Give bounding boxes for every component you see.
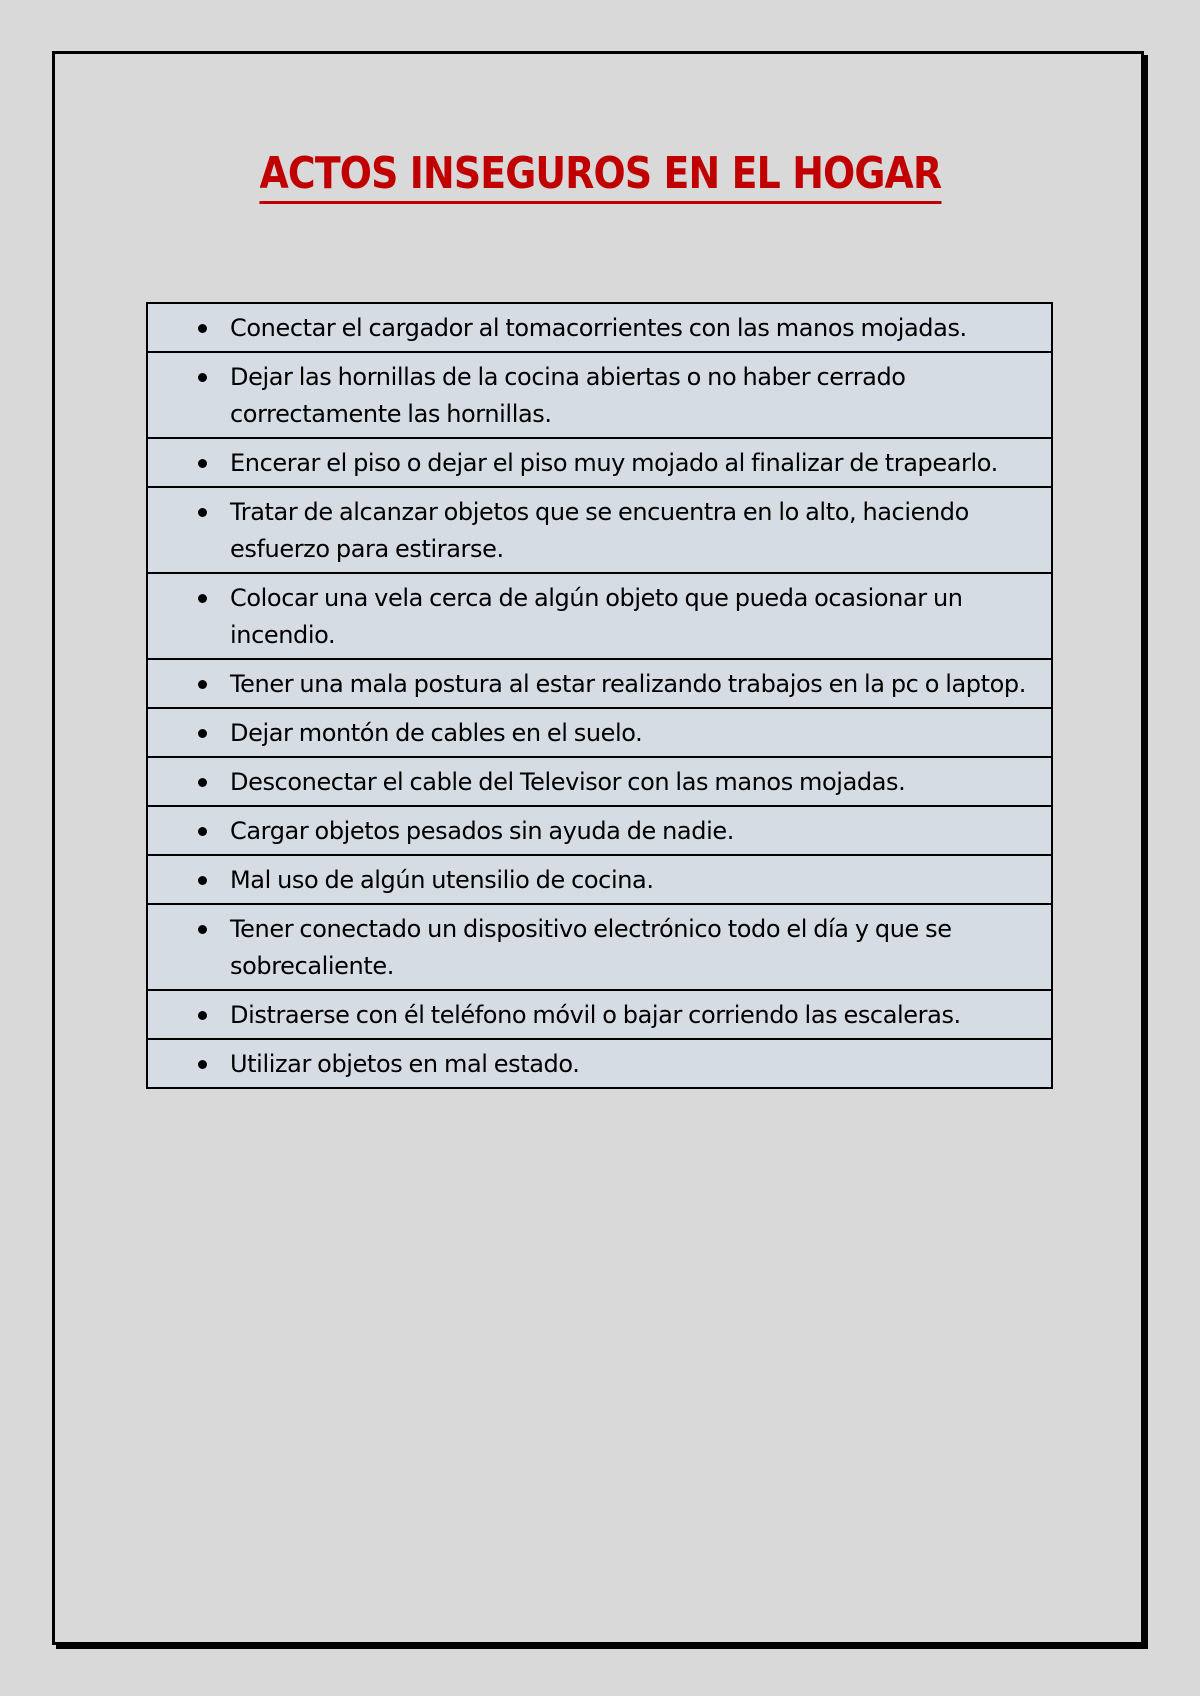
- table-row: [147, 708, 1052, 757]
- list-item: [147, 708, 1052, 757]
- table-row: [147, 438, 1052, 487]
- table-row: [147, 757, 1052, 806]
- table-row: [147, 806, 1052, 855]
- item-text: Encerar el piso o dejar el piso muy mojado al finalizar de trapearlo.: [230, 449, 998, 477]
- list-item: [147, 573, 1052, 659]
- bullet-icon: [198, 680, 207, 689]
- bullet-icon: [198, 925, 207, 934]
- list-item: [147, 303, 1052, 352]
- bullet-icon: [198, 1011, 207, 1020]
- table-row: [147, 990, 1052, 1039]
- item-text: Tener conectado un dispositivo electrónico todo el día y que se sobrecaliente.: [230, 915, 952, 980]
- list-item: [147, 438, 1052, 487]
- bullet-icon: [198, 1060, 207, 1069]
- table-row: [147, 573, 1052, 659]
- list-item: [147, 352, 1052, 438]
- title-text: ACTOS INSEGUROS EN EL HOGAR: [259, 148, 941, 204]
- table-row: [147, 855, 1052, 904]
- item-text: Cargar objetos pesados sin ayuda de nadie.: [230, 817, 734, 845]
- item-text: Colocar una vela cerca de algún objeto que pueda ocasionar un incendio.: [230, 584, 963, 649]
- table-row: [147, 487, 1052, 573]
- table-row: [147, 659, 1052, 708]
- list-item: [147, 757, 1052, 806]
- item-text: Distraerse con él teléfono móvil o bajar corriendo las escaleras.: [230, 1001, 961, 1029]
- item-text: Desconectar el cable del Televisor con las manos mojadas.: [230, 768, 906, 796]
- item-text: Conectar el cargador al tomacorrientes con las manos mojadas.: [230, 314, 967, 342]
- item-text: Dejar montón de cables en el suelo.: [230, 719, 643, 747]
- bullet-icon: [198, 459, 207, 468]
- table-row: [147, 904, 1052, 990]
- list-item: [147, 659, 1052, 708]
- bullet-icon: [198, 508, 207, 517]
- unsafe-acts-table: [146, 302, 1053, 1089]
- bullet-icon: [198, 594, 207, 603]
- item-text: Dejar las hornillas de la cocina abiertas o no haber cerrado correctamente las hornillas.: [230, 363, 906, 428]
- bullet-icon: [198, 876, 207, 885]
- list-item: [147, 487, 1052, 573]
- bullet-icon: [198, 324, 207, 333]
- item-text: Tratar de alcanzar objetos que se encuentra en lo alto, haciendo esfuerzo para estirarse.: [230, 498, 969, 563]
- bullet-icon: [198, 827, 207, 836]
- bullet-icon: [198, 373, 207, 382]
- document-title: [0, 148, 1200, 204]
- table-row: [147, 352, 1052, 438]
- item-text: Tener una mala postura al estar realizando trabajos en la pc o laptop.: [230, 670, 1026, 698]
- item-text: Mal uso de algún utensilio de cocina.: [230, 866, 654, 894]
- bullet-icon: [198, 729, 207, 738]
- list-item: [147, 904, 1052, 990]
- item-text: Utilizar objetos en mal estado.: [230, 1050, 580, 1078]
- list-item: [147, 990, 1052, 1039]
- bullet-icon: [198, 778, 207, 787]
- list-item: [147, 1039, 1052, 1088]
- table-row: [147, 1039, 1052, 1088]
- list-item: [147, 806, 1052, 855]
- table-row: [147, 303, 1052, 352]
- list-item: [147, 855, 1052, 904]
